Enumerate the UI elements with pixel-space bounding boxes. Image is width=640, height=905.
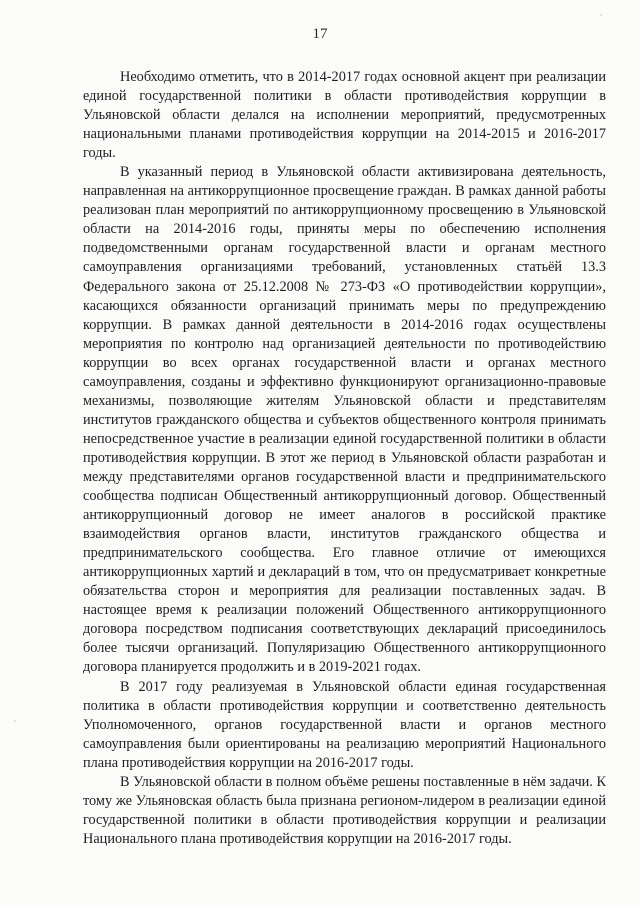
paragraph-1: Необходимо отметить, что в 2014-2017 годах основной акцент при реализации единой государственной политики в области противодействия коррупции в Ульяновской области делался на исполнении мероприятий, предусмотренных национальными планами противодействия коррупции на 2014-2015 и 2016-2017 годы. [83, 69, 606, 162]
document-body [83, 68, 606, 849]
scan-speck [600, 14, 602, 16]
paragraph-2: В указанный период в Ульяновской области активизирована деятельность, направленная на антикоррупционное просвещение граждан. В рамках данной работы реализован план мероприятий по антикоррупционному просвещению в Ульяновской области на 2014-2016 годы, приняты меры по обеспечению исполнения подведомственными органам государственной власти и органам местного самоуправления организациями требований, установленных статьёй 13.3 Федерального закона от 25.12.2008 № 273-ФЗ «О противодействии коррупции», касающихся обязанности организаций принимать меры по предупреждению коррупции. В рамках данной деятельности в 2014-2016 годах осуществлены мероприятия по контролю над организацией деятельности по противодействию коррупции во всех органах государственной власти и органах местного самоуправления, созданы и эффективно функционируют организационно-правовые механизмы, позволяющие жителям Ульяновской области и представителям институтов гражданского общества и субъектов общественного контроля принимать непосредственное участие в реализации единой государственной политики в области противодействия коррупции. В этот же период в Ульяновской области разработан и между представителями органов государственной власти и предпринимательского сообщества подписан Общественный антикоррупционный договор. Общественный антикоррупционный договор не имеет аналогов в российской практике взаимодействия органов власти, институтов гражданского общества и предпринимательского сообщества. Его главное отличие от имеющихся антикоррупционных хартий и деклараций в том, что он предусматривает конкретные обязательства сторон и мероприятия для реализации поставленных задач. В настоящее время к реализации положений Общественного антикоррупционного договора посредством подписания соответствующих деклараций присоединилось более тысячи организаций. Популяризацию Общественного антикоррупционного договора планируется продолжить и в 2019-2021 годах. [83, 164, 606, 676]
scan-speck [14, 720, 16, 722]
paragraph-3: В 2017 году реализуемая в Ульяновской области единая государственная политика в области противодействия коррупции и соответственно деятельность Уполномоченного, органов государственной власти и органов местного самоуправления были ориентированы на реализацию мероприятий Национального плана противодействия коррупции на 2016-2017 годы. [83, 678, 606, 771]
scan-speck [228, 803, 230, 805]
page-number: 17 [312, 26, 328, 42]
paragraph-4: В Ульяновской области в полном объёме решены поставленные в нём задачи. К тому же Ульяновская область была признана регионом-лидером в реализации единой государственной политики в области противодействия коррупции и реализации Национального плана противодействия коррупции на 2016-2017 годы. [83, 773, 606, 847]
